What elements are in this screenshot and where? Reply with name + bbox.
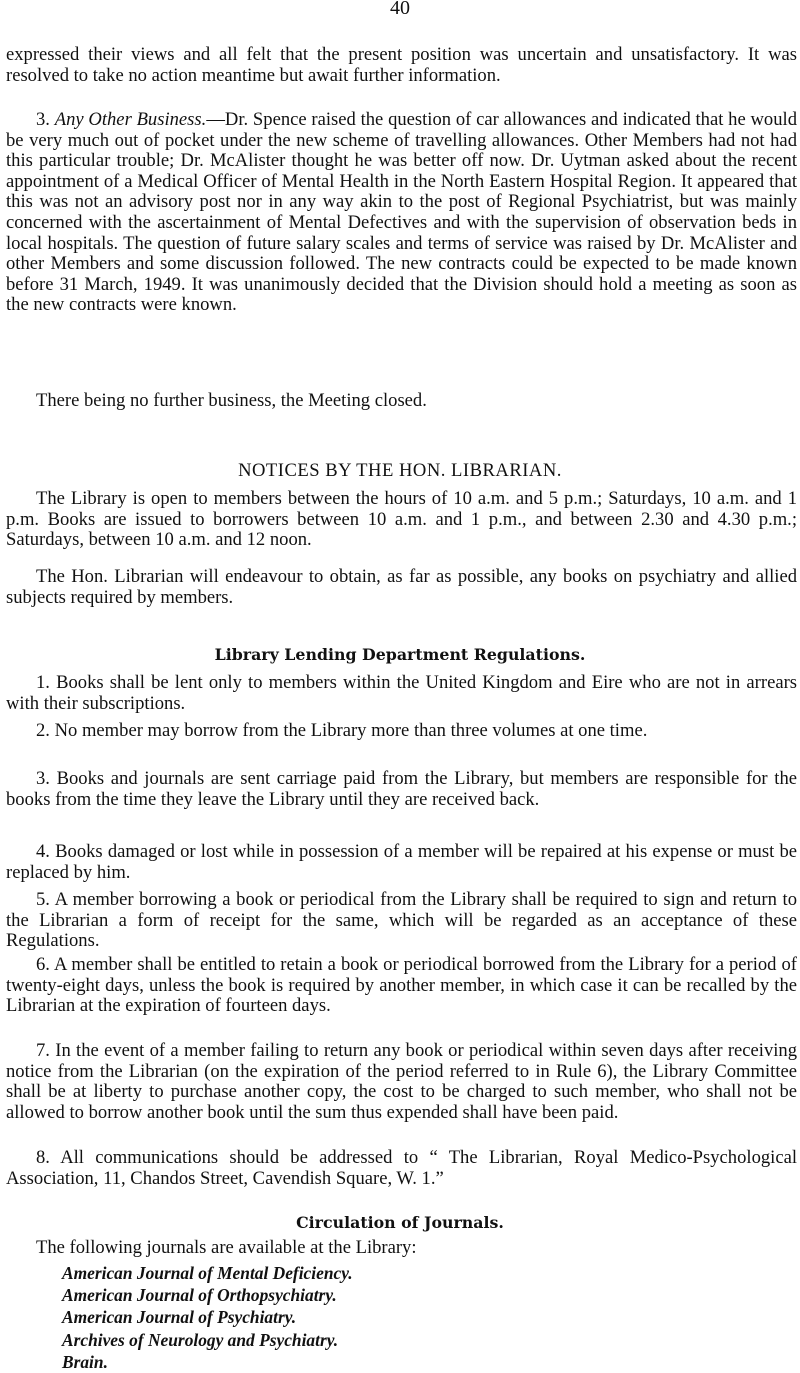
circulation-heading: Circulation of Journals.	[296, 1213, 504, 1232]
journal-item: American Journal of Orthopsychiatry.	[62, 1285, 337, 1306]
journal-item: American Journal of Psychiatry.	[62, 1307, 297, 1328]
notices-heading: NOTICES BY THE HON. LIBRARIAN.	[238, 460, 562, 481]
regulation-rule-3: 3. Books and journals are sent carriage paid from the Library, but members are responsible for the books from the time they leave the Library until they are received back.	[6, 768, 797, 810]
page-number: 40	[390, 0, 410, 19]
regulation-rule-1: 1. Books shall be lent only to members within the United Kingdom and Eire who are not in arrears with their subscriptions.	[6, 672, 797, 714]
regulation-rule-8: 8. All communications should be addressed to “ The Librarian, Royal Medico-Psychological Association, 11, Chandos Street, Cavendish Square, W. 1.”	[6, 1147, 797, 1189]
regulation-rule-5: 5. A member borrowing a book or periodical from the Library shall be required to sign and return to the Librarian a form of receipt for the same, which will be regarded as an acceptance of these Regulations.	[6, 889, 797, 952]
minutes-item-3	[6, 110, 797, 316]
journal-item: Archives of Neurology and Psychiatry.	[62, 1329, 339, 1350]
minutes-closing: There being no further business, the Meeting closed.	[36, 390, 427, 411]
regulations-heading: Library Lending Department Regulations.	[214, 645, 586, 664]
regulation-rule-4: 4. Books damaged or lost while in possession of a member will be repaired at his expense or must be replaced by him.	[6, 841, 797, 883]
regulation-rule-2: 2. No member may borrow from the Library more than three volumes at one time.	[36, 720, 648, 741]
journal-item: American Journal of Mental Deficiency.	[62, 1263, 353, 1283]
circulation-intro: The following journals are available at the Library:	[36, 1237, 417, 1258]
item3-body: —Dr. Spence raised the question of car allowances and indicated that he would be very much out of pocket under the new scheme of travelling allowances. Other Members had not had this particular trouble; Dr. McAlister thought he was better off now. Dr. Uytman asked about the recent appointment of a Medical Officer of Mental Health in the North Eastern Hospital Region. It appeared that this was not an advisory post nor in any way akin to the post of Regional Psychiatrist, but was mainly concerned with the ascertainment of Mental Defectives and with the supervision of observation beds in local hospitals. The question of future salary scales and terms of service was raised by Dr. McAlister and other Members and some discussion followed. The new contracts could be expected to be made known before 31 March, 1949. It was unanimously decided that the Division should hold a meeting as soon as the new contracts were known.	[6, 109, 797, 316]
regulation-rule-7: 7. In the event of a member failing to return any book or periodical within seven days after receiving notice from the Librarian (on the expiration of the period referred to in Rule 6), the Library Committee shall be at liberty to purchase another copy, the cost to be charged to such member, who shall not be allowed to borrow another book until the sum thus expended shall have been paid.	[6, 1040, 797, 1123]
item3-number: 3.	[36, 109, 50, 130]
item3-title: Any Other Business.	[54, 109, 207, 130]
regulation-rule-6: 6. A member shall be entitled to retain a book or periodical borrowed from the Library for a period of twenty-eight days, unless the book is required by another member, in which case it can be recalled by the Librarian at the expiration of fourteen days.	[6, 954, 797, 1017]
library-hours-paragraph: The Library is open to members between the hours of 10 a.m. and 5 p.m.; Saturdays, 10 a.m. and 1 p.m. Books are issued to borrowers between 10 a.m. and 1 p.m., and between 2.30 and 4.30 p.m.; Saturdays, between 10 a.m. and 12 noon.	[6, 488, 797, 551]
librarian-obtain-paragraph: The Hon. Librarian will endeavour to obtain, as far as possible, any books on psychiatry and allied subjects required by members.	[6, 566, 797, 608]
journal-list	[62, 1262, 762, 1373]
journal-item: Brain.	[62, 1351, 108, 1372]
minutes-paragraph-continued: expressed their views and all felt that the present position was uncertain and unsatisfactory. It was resolved to take no action meantime but await further information.	[6, 44, 797, 86]
